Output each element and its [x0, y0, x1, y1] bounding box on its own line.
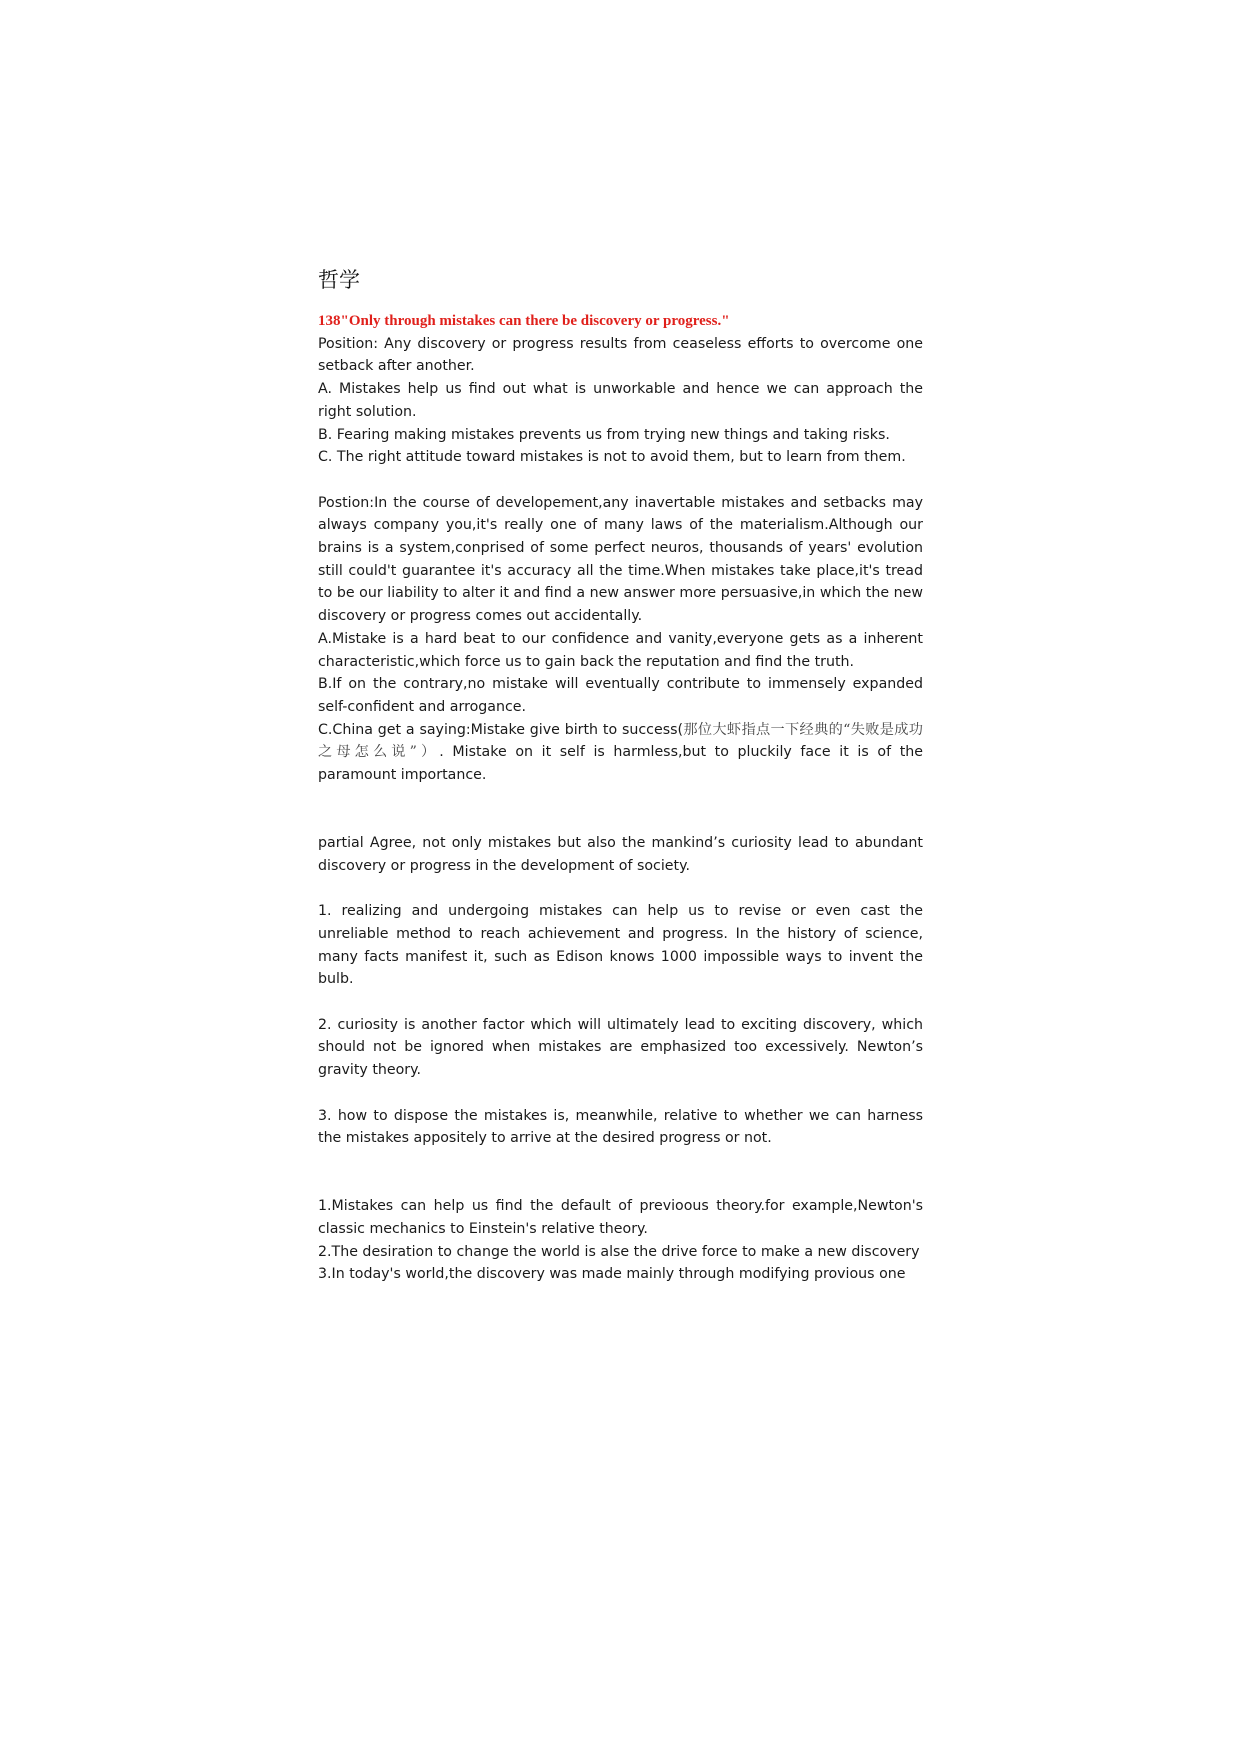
outline2-point-c-start: C.China get a saying:Mistake give birth to success( — [318, 721, 684, 738]
outline2-point-c-end: . Mistake on it self is harmless,but to pluckily face it is of the paramount importance. — [318, 744, 923, 784]
outline2-point-b: B.If on the contrary,no mistake will eventually contribute to immensely expanded self-confident and arrogance. — [318, 676, 923, 715]
spacer — [318, 878, 923, 901]
outline3-point-1: 1. realizing and undergoing mistakes can help us to revise or even cast the unreliable method to reach achievement and progress. In the history of science, many facts manifest it, such as Edison knows 1000 impossible ways to invent the bulb. — [318, 903, 923, 988]
spacer — [318, 1082, 923, 1105]
outline3-point-2: 2. curiosity is another factor which will ultimately lead to exciting discovery, which should not be ignored when mistakes are emphasized too excessively. Newton’s gravity theory. — [318, 1016, 923, 1079]
outline1-point-a: A. Mistakes help us find out what is unworkable and hence we can approach the right solution. — [318, 381, 923, 420]
outline4-point-2: 2.The desiration to change the world is alse the drive force to make a new discovery — [318, 1243, 920, 1260]
outline4-point-1: 1.Mistakes can help us find the default of previoous theory.for example,Newton's classic mechanics to Einstein's relative theory. — [318, 1198, 923, 1238]
spacer — [318, 991, 923, 1014]
page-heading: 哲学 — [318, 268, 360, 292]
spacer — [318, 787, 923, 832]
spacer — [318, 469, 923, 492]
outline1-point-b: B. Fearing making mistakes prevents us from trying new things and taking risks. — [318, 426, 890, 443]
outline2-point-c-chinese: 那位大虾指点一下经典的“失败是成功之母怎么说”） — [318, 721, 923, 761]
outline3-intro: partial Agree, not only mistakes but also the mankind’s curiosity lead to abundant discovery or progress in the development of society. — [318, 835, 923, 874]
outline4-point-3: 3.In today's world,the discovery was made mainly through modifying provious one — [318, 1266, 906, 1283]
topic-title: 138"Only through mistakes can there be discovery or progress." — [318, 313, 730, 329]
outline1-position: Position: Any discovery or progress results from ceaseless efforts to overcome one setback after another. — [318, 335, 923, 375]
document-page — [318, 266, 923, 1286]
outline2-point-c — [318, 719, 923, 787]
outline1-point-c: C. The right attitude toward mistakes is not to avoid them, but to learn from them. — [318, 449, 906, 466]
spacer — [318, 1150, 923, 1195]
outline2-point-a: A.Mistake is a hard beat to our confidence and vanity,everyone gets as a inherent characteristic,which force us to gain back the reputation and find the truth. — [318, 630, 923, 670]
outline2-position: Postion:In the course of developement,any inavertable mistakes and setbacks may always company you,it's really one of many laws of the materialism.Although our brains is a system,conprised of some perfect neuros, thousands of years' evolution still could't guarantee it's accuracy all the time.When mistakes take place,it's tread to be our liability to alter it and find a new answer more persuasive,in which the new discovery or progress comes out accidentally. — [318, 494, 923, 625]
outline3-point-3: 3. how to dispose the mistakes is, meanwhile, relative to whether we can harness the mistakes appositely to arrive at the desired progress or not. — [318, 1107, 923, 1147]
